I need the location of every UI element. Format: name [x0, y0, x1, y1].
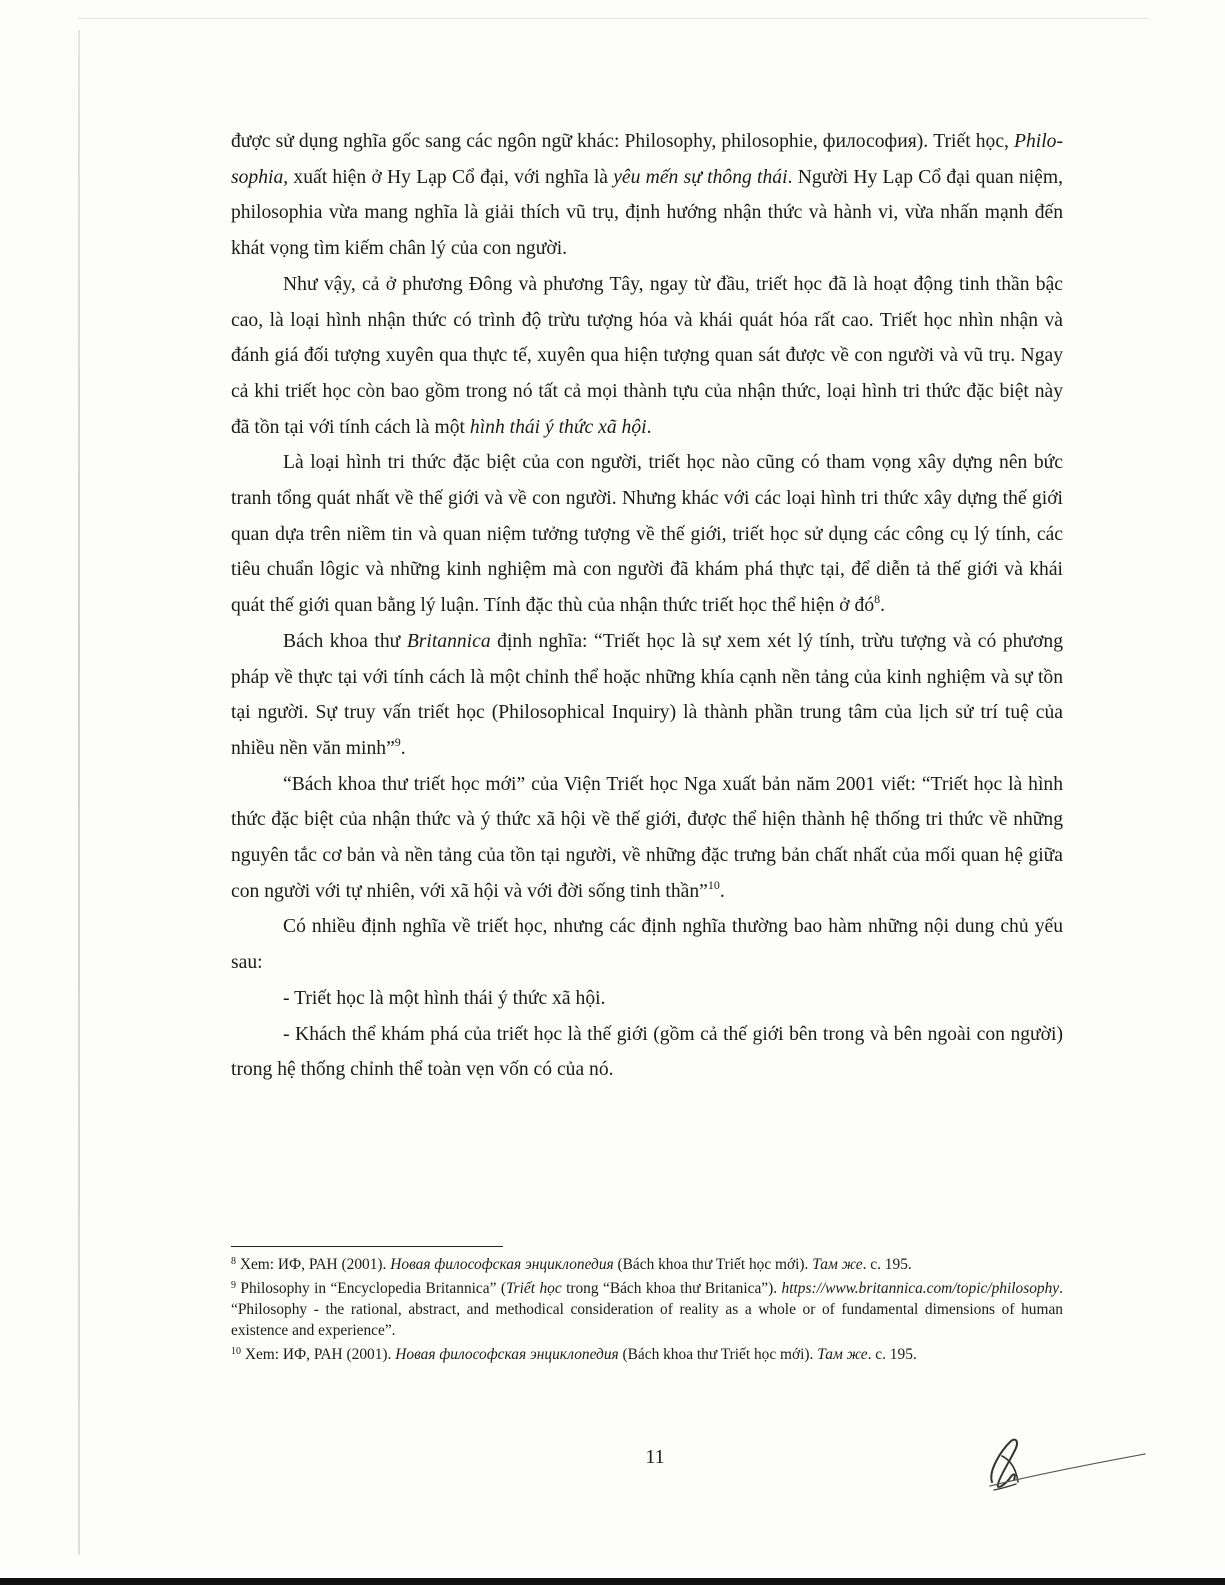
list-item-1: - Triết học là một hình thái ý thức xã hội. [283, 987, 606, 1009]
text-run: . [646, 416, 652, 438]
scan-edge-left [78, 30, 80, 1555]
text-run: định nghĩa: “Triết học là sự xem xét lý tính, trừu tượng và có phương pháp về thực tại với tính cách là một chỉnh thể hoặc những khía cạnh nền tảng của kinh nghiệm và sự tồn tại người. Sự truy vấn triết học (Philosophical Inquiry) là thành phần trung tâm của lịch sử trí tuệ của nhiều nền văn minh” [231, 630, 1064, 759]
signature-icon [980, 1430, 1150, 1500]
url-link[interactable]: https://www.britannica.com/topic/philosophy [781, 1280, 1060, 1297]
text-run: (Bách khoa thư Triết học mới). [618, 1346, 818, 1363]
footnote-number: 9 [231, 1280, 236, 1291]
italic-term: Там же [812, 1256, 863, 1273]
footnote-number: 8 [231, 1256, 236, 1267]
text-run: Bách khoa thư [283, 630, 407, 652]
footnote-ref-9[interactable]: 9 [394, 734, 401, 749]
text-run: . с. 195. [862, 1256, 912, 1273]
footnote-ref-8[interactable]: 8 [874, 592, 881, 607]
scan-edge-top [78, 18, 1148, 19]
footnote-separator [231, 1246, 503, 1247]
italic-term: Philo-sophia [231, 131, 1063, 188]
text-run: được sử dụng nghĩa gốc sang các ngôn ngữ khác: Philosophy, philosophie, философия). Triết học, [231, 131, 1015, 152]
page-number: 11 [645, 1446, 665, 1468]
footnote-ref-10[interactable]: 10 [707, 877, 720, 892]
text-run: . [400, 737, 406, 759]
text-run: Là loại hình tri thức đặc biệt của con người, triết học nào cũng có tham vọng xây dựng nên bức tranh tổng quát nhất về thế giới và về con người. Nhưng khác với các loại hình tri thức xây dựng thế giới quan dựa trên niềm tin và quan niệm tưởng tượng về thế giới, triết học sử dụng các công cụ lý tính, các tiêu chuẩn lôgic và những kinh nghiệm mà con người đã khám phá thực tại, để diễn tả thế giới và khái quát thế giới quan bằng lý luận. Tính đặc thù của nhận thức triết học thể hiện ở đó [231, 452, 1063, 617]
text-run: , xuất hiện ở Hy Lạp Cổ đại, với nghĩa là [283, 166, 614, 188]
text-run: Xem: ИФ, РАН (2001). [236, 1256, 391, 1273]
text-run: (Bách khoa thư Triết học mới). [613, 1256, 813, 1273]
text-run: . Người Hy Lạp Cổ đại quan niệm, philosophia vừa mang nghĩa là giải thích vũ trụ, định hướng nhận thức và hành vi, vừa nhấn mạnh đến khát vọng tìm kiếm chân lý của con người. [231, 166, 1063, 260]
body-text [231, 124, 1063, 1088]
paragraph-4 [231, 624, 1063, 767]
text-run: . “Philosophy - the rational, abstract, and methodical consideration of reality as a whole or of fundamental dimensions of human existence and experience”. [231, 1280, 1063, 1339]
paragraph-3 [231, 445, 1063, 624]
footnotes [231, 1254, 1063, 1368]
text-run: . с. 195. [867, 1346, 917, 1363]
italic-term: Там же [817, 1346, 868, 1363]
list-item-2: - Khách thể khám phá của triết học là thế giới (gồm cả thế giới bên trong và bên ngoài con người) trong hệ thống chỉnh thể toàn vẹn vốn có của nó. [231, 1023, 1063, 1081]
paragraph-1 [231, 124, 1063, 267]
text-run: Xem: ИФ, РАН (2001). [241, 1346, 396, 1363]
footnote-10 [231, 1344, 1063, 1365]
scan-bottom-edge [0, 1578, 1225, 1585]
italic-term: hình thái ý thức xã hội [469, 416, 647, 438]
paragraph-5 [231, 767, 1063, 910]
text-run: . [719, 880, 725, 902]
paragraph-6: Có nhiều định nghĩa về triết học, nhưng các định nghĩa thường bao hàm những nội dung chủ yếu sau: [231, 916, 1063, 974]
text-run: . [880, 595, 886, 617]
text-run: Philosophy in “Encyclopedia Britannica” ( [236, 1280, 506, 1297]
footnote-8 [231, 1254, 1063, 1275]
italic-title: Новая философская энциклопедия [390, 1256, 614, 1273]
italic-term: Britannica [406, 630, 491, 652]
text-run: Như vậy, cả ở phương Đông và phương Tây, ngay từ đầu, triết học đã là hoạt động tinh thần bậc cao, là loại hình nhận thức có trình độ trừu tượng hóa và khái quát hóa rất cao. Triết học nhìn nhận và đánh giá đối tượng xuyên qua thực tế, xuyên qua hiện tượng quan sát được về con người và vũ trụ. Ngay cả khi triết học còn bao gồm trong nó tất cả mọi thành tựu của nhận thức, loại hình tri thức đặc biệt này đã tồn tại với tính cách là một [231, 273, 1063, 438]
italic-title: Новая философская энциклопедия [395, 1346, 619, 1363]
footnote-9 [231, 1278, 1063, 1341]
paragraph-2 [231, 267, 1063, 446]
footnote-number: 10 [231, 1346, 241, 1357]
italic-term: Triết học [505, 1280, 562, 1297]
text-run: trong “Bách khoa thư Britanica”). [561, 1280, 782, 1297]
text-run: “Bách khoa thư triết học mới” của Viện Triết học Nga xuất bản năm 2001 viết: “Triết học là hình thức đặc biệt của nhận thức và ý thức xã hội về thế giới, được thể hiện thành hệ thống tri thức về những nguyên tắc cơ bản và nền tảng của tồn tại người, về những đặc trưng bản chất nhất của mối quan hệ giữa con người với tự nhiên, với xã hội và với đời sống tinh thần” [231, 773, 1063, 902]
italic-term: yêu mến sự thông thái [613, 166, 788, 188]
